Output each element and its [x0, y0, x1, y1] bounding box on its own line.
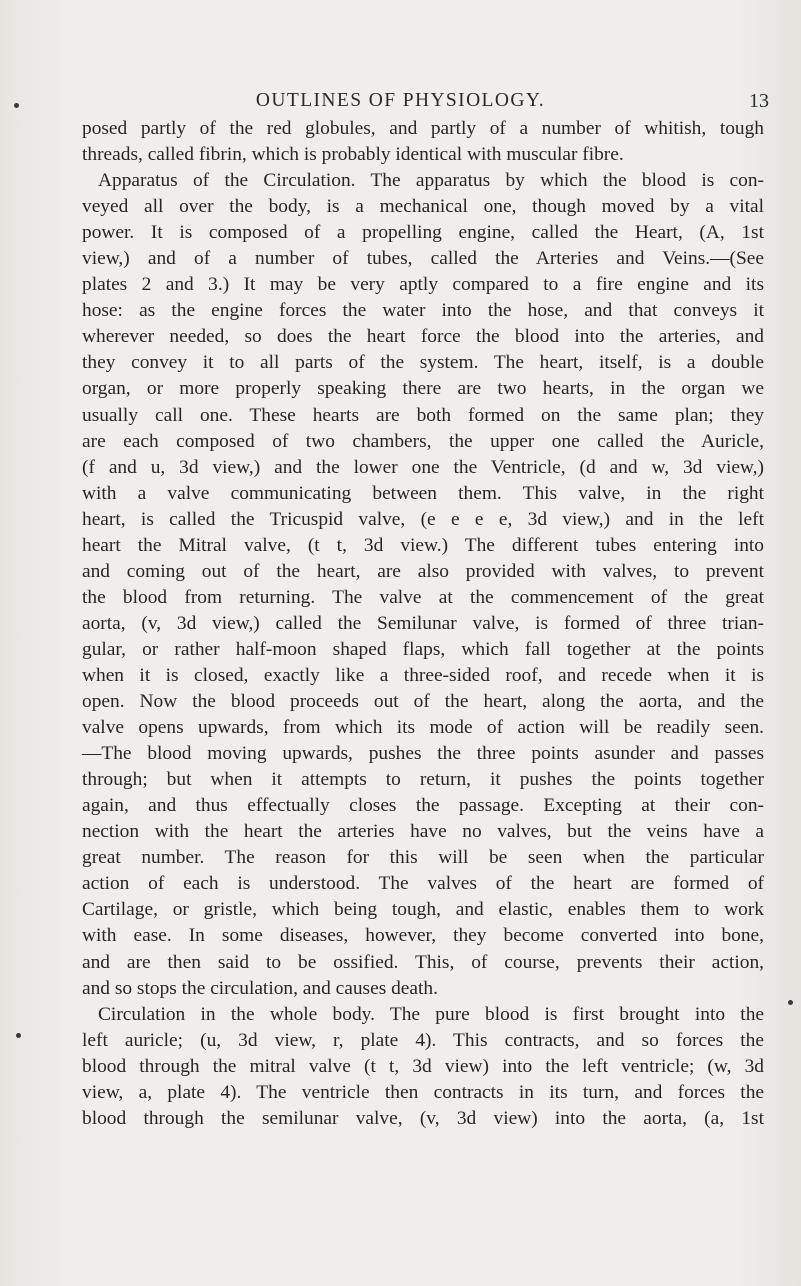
text-line: through; but when it attempts to return, it pushes the points together: [82, 769, 764, 791]
text-line: the blood from returning. The valve at the commencement of the great: [82, 586, 764, 608]
text-line: open. Now the blood proceeds out of the heart, along the aorta, and the: [82, 691, 764, 713]
text-line: they convey it to all parts of the system. The heart, itself, is a double: [82, 352, 764, 374]
text-line: heart the Mitral valve, (t t, 3d view.) The different tubes entering into: [82, 534, 764, 556]
text-line: and coming out of the heart, are also provided with valves, to prevent: [82, 560, 764, 582]
text-line: gular, or rather half-moon shaped flaps, which fall together at the points: [82, 638, 764, 660]
text-line: aorta, (v, 3d view,) called the Semilunar valve, is formed of three trian-: [82, 612, 764, 634]
text-line: hose: as the engine forces the water into the hose, and that conveys it: [82, 300, 764, 322]
text-line: power. It is composed of a propelling engine, called the Heart, (A, 1st: [82, 222, 764, 244]
margin-speck: [14, 103, 19, 108]
text-line: Circulation in the whole body. The pure blood is first brought into the: [98, 1003, 764, 1025]
text-line: wherever needed, so does the heart force the blood into the arteries, and: [82, 326, 764, 348]
text-line: and are then said to be ossified. This, of course, prevents their action,: [82, 951, 764, 973]
paragraph-circulation-whole-body: [82, 1002, 764, 1132]
margin-speck: [16, 1033, 21, 1038]
text-line: usually call one. These hearts are both formed on the same plan; they: [82, 404, 764, 426]
body-text: [82, 116, 764, 1132]
text-line: nection with the heart the arteries have no valves, but the veins have a: [82, 821, 764, 843]
running-head: OUTLINES OF PHYSIOLOGY.: [255, 90, 546, 111]
text-line: valve opens upwards, from which its mode of action will be readily seen.: [82, 717, 764, 739]
text-line: great number. The reason for this will be seen when the particular: [82, 847, 764, 869]
margin-speck: [788, 1000, 793, 1005]
text-line: again, and thus effectually closes the passage. Excepting at their con-: [82, 795, 764, 817]
text-line: plates 2 and 3.) It may be very aptly compared to a fire engine and its: [82, 274, 764, 296]
text-line: with ease. In some diseases, however, they become converted into bone,: [82, 925, 764, 947]
text-line: Cartilage, or gristle, which being tough, and elastic, enables them to work: [82, 899, 764, 921]
text-line: organ, or more properly speaking there are two hearts, in the organ we: [82, 378, 764, 400]
text-line: heart, is called the Tricuspid valve, (e e e e, 3d view,) and in the left: [82, 508, 764, 530]
text-line: left auricle; (u, 3d view, r, plate 4). This contracts, and so forces the: [82, 1029, 764, 1051]
text-line: blood through the semilunar valve, (v, 3d view) into the aorta, (a, 1st: [82, 1107, 764, 1129]
paragraph-apparatus-of-circulation: [82, 168, 764, 1002]
text-line: blood through the mitral valve (t t, 3d view) into the left ventricle; (w, 3d: [82, 1055, 764, 1077]
text-line: with a valve communicating between them. This valve, in the right: [82, 482, 764, 504]
text-line: action of each is understood. The valves of the heart are formed of: [82, 873, 764, 895]
text-line: Apparatus of the Circulation. The apparatus by which the blood is con-: [98, 170, 764, 192]
text-line: —The blood moving upwards, pushes the three points asunder and passes: [82, 743, 764, 765]
text-line: and so stops the circulation, and causes death.: [82, 977, 438, 999]
text-line: veyed all over the body, is a mechanical one, though moved by a vital: [82, 196, 764, 218]
paragraph-blood-composition: [82, 116, 764, 168]
text-line: view,) and of a number of tubes, called the Arteries and Veins.—(See: [82, 248, 764, 270]
text-line: threads, called fibrin, which is probably identical with muscular fibre.: [82, 144, 624, 166]
text-line: posed partly of the red globules, and partly of a number of whitish, tough: [82, 118, 764, 139]
text-line: view, a, plate 4). The ventricle then contracts in its turn, and forces the: [82, 1081, 764, 1103]
page-number: 13: [749, 90, 769, 112]
text-line: when it is closed, exactly like a three-sided roof, and recede when it is: [82, 664, 764, 686]
text-line: (f and u, 3d view,) and the lower one the Ventricle, (d and w, 3d view,): [82, 456, 764, 478]
text-line: are each composed of two chambers, the upper one called the Auricle,: [82, 430, 764, 452]
